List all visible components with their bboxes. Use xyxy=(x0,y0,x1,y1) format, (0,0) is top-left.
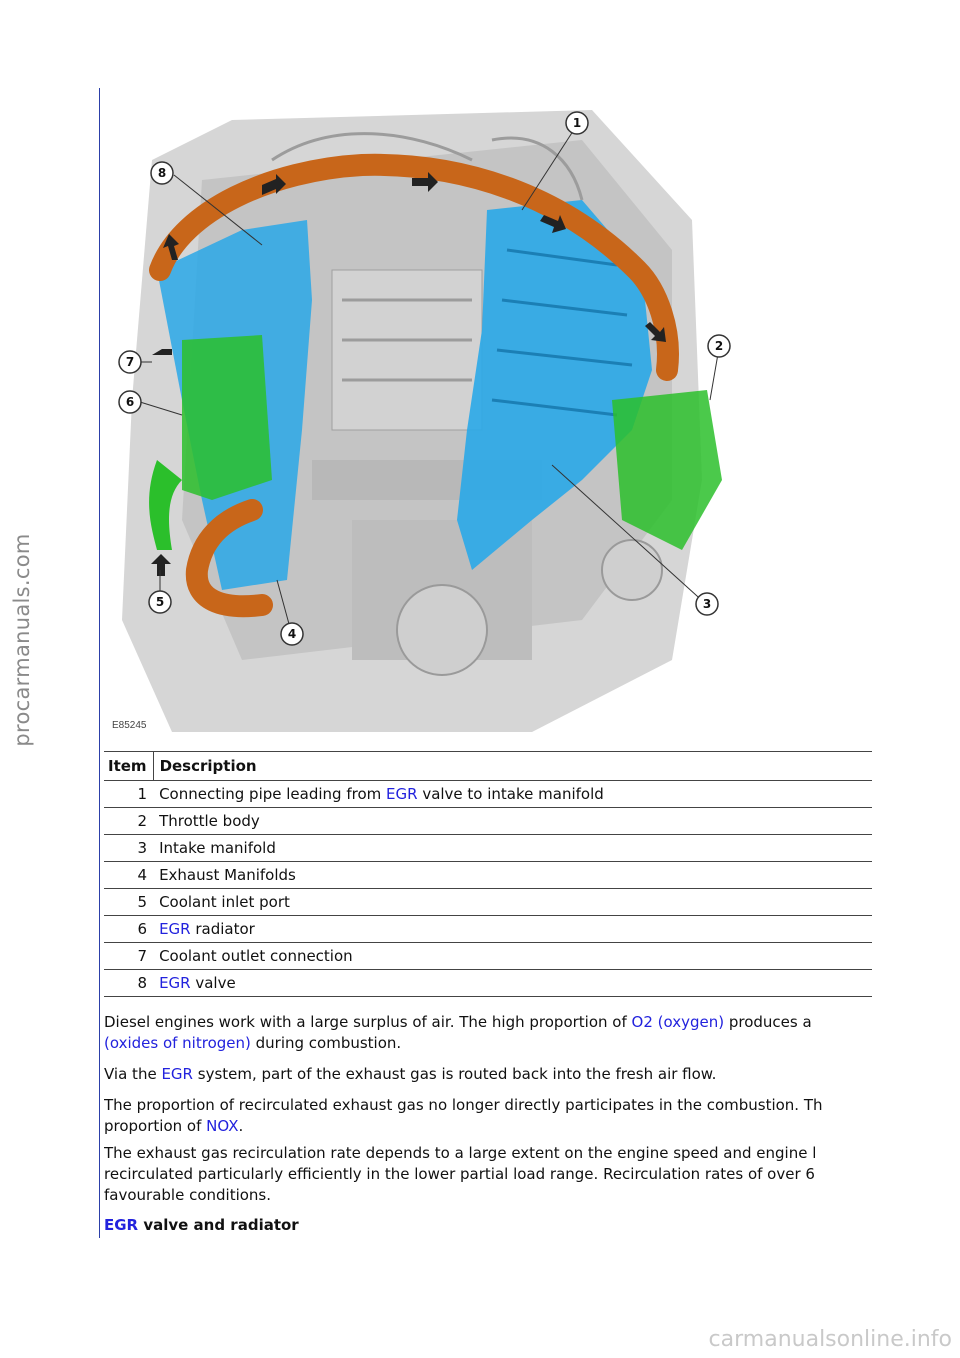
row-item-number: 3 xyxy=(104,835,153,862)
section-heading: EGR valve and radiator xyxy=(104,1216,299,1234)
row-description: Exhaust Manifolds xyxy=(153,862,872,889)
row-item-number: 4 xyxy=(104,862,153,889)
paragraph-2: Via the EGR system, part of the exhaust gas is routed back into the fresh air flow. xyxy=(104,1065,717,1083)
row-item-number: 1 xyxy=(104,781,153,808)
row-description: Coolant inlet port xyxy=(153,889,872,916)
table-row xyxy=(104,781,872,808)
table-row xyxy=(104,970,872,997)
row-description: Throttle body xyxy=(153,808,872,835)
callout-3: 3 xyxy=(702,597,712,611)
callout-6: 6 xyxy=(125,395,135,409)
callout-5: 5 xyxy=(155,595,165,609)
callout-4: 4 xyxy=(287,627,297,641)
callout-2: 2 xyxy=(714,339,724,353)
table-row xyxy=(104,835,872,862)
abbr-link-nox-full[interactable]: (oxides of nitrogen) xyxy=(104,1034,251,1052)
callout-1: 1 xyxy=(572,116,582,130)
row-item-number: 2 xyxy=(104,808,153,835)
row-item-number: 5 xyxy=(104,889,153,916)
row-description: EGR radiator xyxy=(153,916,872,943)
row-item-number: 8 xyxy=(104,970,153,997)
table-row xyxy=(104,943,872,970)
table-row xyxy=(104,862,872,889)
items-table xyxy=(104,751,872,997)
figure-id: E85245 xyxy=(112,720,147,731)
engine-egr-illustration xyxy=(112,100,746,732)
header-item: Item xyxy=(104,752,153,781)
table-row xyxy=(104,889,872,916)
row-description: Connecting pipe leading from EGR valve to intake manifold xyxy=(153,781,872,808)
table-header-row xyxy=(104,752,872,781)
abbr-link[interactable]: EGR xyxy=(159,920,191,938)
header-description: Description xyxy=(153,752,872,781)
callout-8: 8 xyxy=(157,166,167,180)
row-description: Coolant outlet connection xyxy=(153,943,872,970)
row-item-number: 6 xyxy=(104,916,153,943)
watermark-side: procarmanuals.com xyxy=(10,533,34,747)
table-row xyxy=(104,916,872,943)
paragraph-1: Diesel engines work with a large surplus of air. The high proportion of O2 (oxygen) produces a (oxides of nitrogen) during combustion. xyxy=(104,1013,812,1052)
abbr-link-egr-heading[interactable]: EGR xyxy=(104,1216,139,1234)
paragraph-3: The proportion of recirculated exhaust gas no longer directly participates in the combustion. Th proportion of NOX. xyxy=(104,1096,823,1135)
abbr-link[interactable]: EGR xyxy=(159,974,191,992)
row-description: Intake manifold xyxy=(153,835,872,862)
paragraph-4: The exhaust gas recirculation rate depends to a large extent on the engine speed and engine l recirculated particularly efficiently in the lower partial load range. Recirculation rates of over 6 favourable conditions. xyxy=(104,1144,817,1204)
abbr-link-nox[interactable]: NOX xyxy=(206,1117,239,1135)
watermark-bottom: carmanualsonline.info xyxy=(708,1327,952,1352)
abbr-link[interactable]: EGR xyxy=(386,785,418,803)
row-item-number: 7 xyxy=(104,943,153,970)
abbr-link-o2[interactable]: O2 (oxygen) xyxy=(631,1013,725,1031)
left-margin-rule xyxy=(99,88,100,1238)
row-description: EGR valve xyxy=(153,970,872,997)
table-row xyxy=(104,808,872,835)
abbr-link-egr[interactable]: EGR xyxy=(161,1065,193,1083)
callout-7: 7 xyxy=(125,355,135,369)
